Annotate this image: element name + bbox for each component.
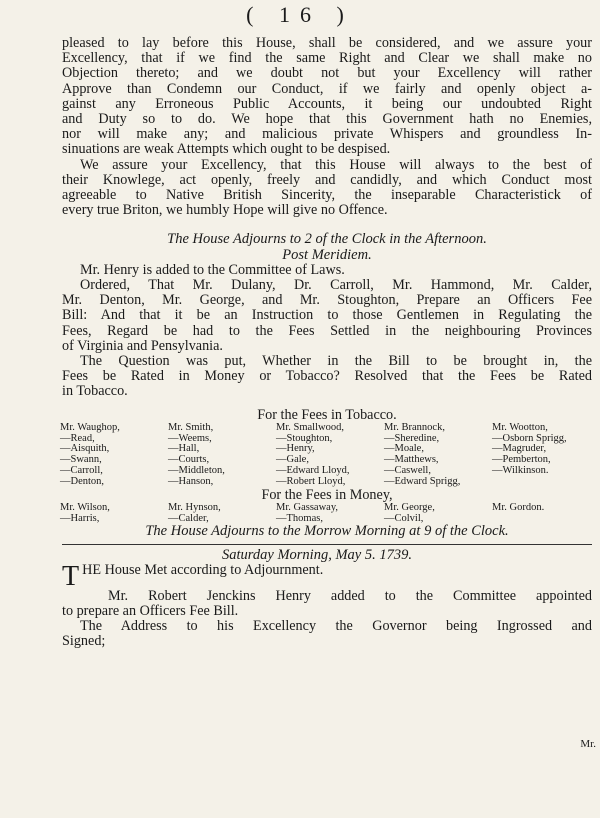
paragraph-ordered [62, 278, 592, 354]
member-name: —Pemberton, [492, 454, 551, 466]
paragraph-jenckins [62, 589, 592, 619]
member-name: —Sheredine, [384, 432, 440, 444]
post-meridiem-heading: Post Meridiem. [282, 246, 372, 263]
member-name: —Magruder, [492, 443, 547, 455]
member-name: —Edward Sprigg, [384, 475, 461, 487]
member-name: —Thomas, [276, 512, 323, 524]
money-votes-table [60, 503, 600, 525]
member-name: —Colvil, [384, 512, 424, 524]
member-name: —Weems, [168, 432, 212, 444]
member-name: Mr. Waughop, [60, 421, 120, 433]
member-name: —Calder, [168, 512, 209, 524]
text-line: their Knowlege, act openly, freely and candidly, and which Conduct most [62, 171, 592, 188]
member-name: —Wilkinson. [492, 465, 549, 477]
text-line: pleased to lay before this House, shall be considered, and we assure your [62, 35, 592, 51]
member-name: —Middleton, [168, 465, 225, 477]
member-name: —Robert Lloyd, [276, 475, 346, 487]
adjourn-morrow-heading: The House Adjourns to the Morrow Morning at 9 of the Clock. [145, 523, 509, 540]
tobacco-heading: For the Fees in Tobacco. [257, 406, 397, 423]
henry-committee-line: Mr. Henry is added to the Committee of Laws. [80, 261, 345, 278]
member-name: Mr. Brannock, [384, 421, 445, 433]
member-name: —Matthews, [384, 454, 439, 466]
body-text [62, 36, 592, 650]
text-line: of Virginia and Pensylvania. [62, 337, 223, 354]
text-line: Approve than Condemn our Conduct, if we fairly and openly object a- [62, 80, 592, 97]
member-name [492, 477, 600, 488]
text-line: Objection thereto; and we doubt not but your Excellency will rather [62, 65, 592, 82]
text-line: Fees be Rated in Money or Tobacco? Resolved that the Fees be Rated [62, 368, 592, 385]
money-heading: For the Fees in Money, [261, 486, 393, 503]
member-name: Mr. Smallwood, [276, 421, 344, 433]
adjourn-heading: The House Adjourns to 2 of the Clock in the Afternoon. [167, 231, 487, 248]
text-line: and Duty so to do. We hope that this Government hath no Enemies, [62, 111, 592, 128]
member-name: Mr. Wootton, [492, 421, 548, 433]
drop-cap: T [62, 560, 80, 592]
text-line: to prepare an Officers Fee Bill. [62, 603, 239, 620]
text-line: agreeable to Native British Sincerity, the inseparable Characteristick of [62, 187, 592, 204]
text-line: We assure your Excellency, that this House will always to the best of [80, 156, 592, 173]
member-name: —Caswell, [384, 465, 431, 477]
text-line: nor will make any; and malicious private Whispers and groundless In- [62, 126, 592, 143]
paragraph-house-met [62, 560, 592, 592]
paragraph-question [62, 354, 592, 400]
member-name: Mr. Wilson, [60, 501, 110, 513]
paragraph-response [62, 36, 592, 158]
text-line: Fees, Regard be had to the Fees Settled in the neighbouring Provinces [62, 322, 592, 339]
text-line: sinuations are weak Attempts which ought to be despised. [62, 141, 391, 158]
member-name: —Henry, [276, 443, 315, 455]
member-name: —Gale, [276, 454, 309, 466]
text-line: Bill: And that it be an Instruction to those Gentlemen in Regulating the [62, 307, 592, 324]
text-line: Mr. Robert Jenckins Henry added to the Committee appointed [108, 587, 592, 604]
saturday-heading: Saturday Morning, May 5. 1739. [222, 546, 412, 563]
member-name: —Hanson, [168, 475, 214, 487]
text-line: Ordered, That Mr. Dulany, Dr. Carroll, Mr. Hammond, Mr. Calder, [80, 277, 592, 294]
section-divider [62, 544, 592, 545]
member-name: Mr. Gordon. [492, 501, 545, 513]
paragraph-assurance [62, 158, 592, 219]
member-name: —Edward Lloyd, [276, 465, 350, 477]
member-name: —Denton, [60, 475, 105, 487]
text-line: Excellency, that if we find the same Right and Clear we shall make no [62, 50, 592, 67]
member-name: Mr. Smith, [168, 421, 214, 433]
text-line: Signed; [62, 633, 106, 650]
text-line: in Tobacco. [62, 383, 128, 400]
text-line: Mr. Denton, Mr. George, and Mr. Stoughton, Prepare an Officers Fee [62, 292, 592, 309]
member-name: —Swann, [60, 454, 102, 466]
house-met-text: HE House Met according to Adjournment. [82, 561, 324, 578]
member-name: —Stoughton, [276, 432, 333, 444]
member-name: Mr. Gassaway, [276, 501, 339, 513]
member-name: —Courts, [168, 454, 210, 466]
member-name: Mr. George, [384, 501, 435, 513]
tobacco-votes-table [60, 423, 600, 488]
member-name: —Moale, [384, 443, 424, 455]
member-name: —Hall, [168, 443, 200, 455]
catchword: Mr. [580, 738, 596, 750]
text-line: gainst any Erroneous Public Accounts, it being our undoubted Right [62, 95, 592, 112]
text-line: every true Briton, we humbly Hope will give no Offence. [62, 202, 388, 219]
text-line: The Question was put, Whether in the Bill to be brought in, the [80, 353, 592, 370]
paragraph-address [62, 619, 592, 649]
member-name: —Aisquith, [60, 443, 110, 455]
text-line: The Address to his Excellency the Governor being Ingrossed and [80, 618, 592, 635]
member-name: Mr. Hynson, [168, 501, 221, 513]
member-name: —Read, [60, 432, 95, 444]
vote-row [60, 503, 600, 514]
member-name: —Osborn Sprigg, [492, 432, 567, 444]
page-number: ( 16 ) [246, 2, 354, 27]
member-name: —Carroll, [60, 465, 103, 477]
member-name: —Harris, [60, 512, 100, 524]
